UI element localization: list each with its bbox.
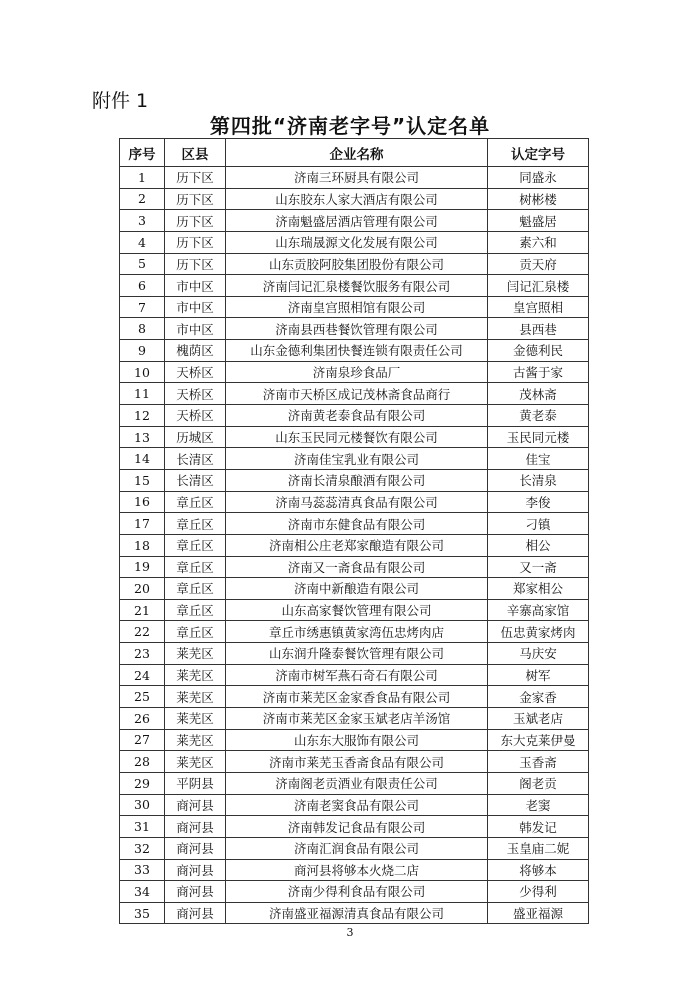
row-brand: 东大克莱伊曼 xyxy=(488,729,589,751)
row-company: 章丘市绣惠镇黄家湾伍忠烤肉店 xyxy=(226,621,488,643)
row-brand: 金德利民 xyxy=(488,340,589,362)
row-index: 31 xyxy=(120,816,165,838)
row-brand: 皇宫照相 xyxy=(488,296,589,318)
row-company: 山东玉民同元楼餐饮有限公司 xyxy=(226,426,488,448)
row-index: 12 xyxy=(120,405,165,427)
row-brand: 玉香斋 xyxy=(488,751,589,773)
table-row xyxy=(120,837,589,859)
row-index: 21 xyxy=(120,599,165,621)
row-brand: 又一斋 xyxy=(488,556,589,578)
table-row xyxy=(120,751,589,773)
row-district: 天桥区 xyxy=(165,405,226,427)
table-row xyxy=(120,621,589,643)
row-brand: 佳宝 xyxy=(488,448,589,470)
row-company: 济南中新酿造有限公司 xyxy=(226,578,488,600)
row-company: 济南相公庄老郑家酿造有限公司 xyxy=(226,534,488,556)
row-district: 长清区 xyxy=(165,469,226,491)
row-index: 5 xyxy=(120,253,165,275)
row-index: 30 xyxy=(120,794,165,816)
row-district: 莱芜区 xyxy=(165,686,226,708)
table-row xyxy=(120,599,589,621)
row-brand: 茂林斋 xyxy=(488,383,589,405)
row-company: 济南泉珍食品厂 xyxy=(226,361,488,383)
row-index: 1 xyxy=(120,167,165,189)
row-company: 济南又一斋食品有限公司 xyxy=(226,556,488,578)
row-index: 13 xyxy=(120,426,165,448)
row-company: 济南佳宝乳业有限公司 xyxy=(226,448,488,470)
table-row xyxy=(120,210,589,232)
table-row xyxy=(120,859,589,881)
table-header-row xyxy=(120,139,589,167)
row-brand: 盛亚福源 xyxy=(488,902,589,924)
row-company: 济南三环厨具有限公司 xyxy=(226,167,488,189)
page-number: 3 xyxy=(346,926,354,939)
row-index: 25 xyxy=(120,686,165,708)
row-company: 商河县将够本火烧二店 xyxy=(226,859,488,881)
row-brand: 树彬楼 xyxy=(488,188,589,210)
row-district: 商河县 xyxy=(165,837,226,859)
row-district: 市中区 xyxy=(165,296,226,318)
table-row xyxy=(120,448,589,470)
row-district: 历下区 xyxy=(165,210,226,232)
header-index: 序号 xyxy=(120,139,165,167)
table-row xyxy=(120,513,589,535)
row-index: 9 xyxy=(120,340,165,362)
table-row xyxy=(120,686,589,708)
row-index: 35 xyxy=(120,902,165,924)
row-company: 济南韩发记食品有限公司 xyxy=(226,816,488,838)
row-district: 莱芜区 xyxy=(165,643,226,665)
table-row xyxy=(120,296,589,318)
row-district: 章丘区 xyxy=(165,534,226,556)
row-district: 平阴县 xyxy=(165,772,226,794)
table-row xyxy=(120,772,589,794)
row-district: 商河县 xyxy=(165,902,226,924)
row-brand: 金家香 xyxy=(488,686,589,708)
row-company: 济南少得利食品有限公司 xyxy=(226,881,488,903)
row-index: 3 xyxy=(120,210,165,232)
row-company: 济南市天桥区成记茂林斋食品商行 xyxy=(226,383,488,405)
table-row xyxy=(120,275,589,297)
row-brand: 素六和 xyxy=(488,231,589,253)
row-company: 山东贡胶阿胶集团股份有限公司 xyxy=(226,253,488,275)
row-index: 10 xyxy=(120,361,165,383)
table-row xyxy=(120,881,589,903)
table-row xyxy=(120,729,589,751)
row-brand: 玉斌老店 xyxy=(488,708,589,730)
attachment-label: 附件 1 xyxy=(92,90,149,112)
row-brand: 阁老贡 xyxy=(488,772,589,794)
row-brand: 贡天府 xyxy=(488,253,589,275)
row-index: 14 xyxy=(120,448,165,470)
row-district: 历下区 xyxy=(165,253,226,275)
row-brand: 老窦 xyxy=(488,794,589,816)
row-district: 莱芜区 xyxy=(165,729,226,751)
row-district: 章丘区 xyxy=(165,621,226,643)
row-company: 济南魁盛居酒店管理有限公司 xyxy=(226,210,488,232)
row-company: 济南县西巷餐饮管理有限公司 xyxy=(226,318,488,340)
row-brand: 郑家相公 xyxy=(488,578,589,600)
row-company: 济南市东健食品有限公司 xyxy=(226,513,488,535)
row-company: 济南盛亚福源清真食品有限公司 xyxy=(226,902,488,924)
row-district: 历下区 xyxy=(165,188,226,210)
row-brand: 树军 xyxy=(488,664,589,686)
row-index: 24 xyxy=(120,664,165,686)
table-row xyxy=(120,318,589,340)
table-row xyxy=(120,816,589,838)
header-company: 企业名称 xyxy=(226,139,488,167)
row-brand: 韩发记 xyxy=(488,816,589,838)
row-index: 27 xyxy=(120,729,165,751)
header-brand: 认定字号 xyxy=(488,139,589,167)
row-district: 历下区 xyxy=(165,167,226,189)
row-district: 历城区 xyxy=(165,426,226,448)
row-brand: 李俊 xyxy=(488,491,589,513)
row-company: 济南老窦食品有限公司 xyxy=(226,794,488,816)
row-company: 济南闫记汇泉楼餐饮服务有限公司 xyxy=(226,275,488,297)
row-index: 8 xyxy=(120,318,165,340)
row-index: 11 xyxy=(120,383,165,405)
row-company: 山东润升隆泰餐饮管理有限公司 xyxy=(226,643,488,665)
row-brand: 玉皇庙二妮 xyxy=(488,837,589,859)
row-brand: 玉民同元楼 xyxy=(488,426,589,448)
row-index: 34 xyxy=(120,881,165,903)
row-brand: 县西巷 xyxy=(488,318,589,340)
table-row xyxy=(120,383,589,405)
row-company: 济南市莱芜区金家香食品有限公司 xyxy=(226,686,488,708)
row-index: 26 xyxy=(120,708,165,730)
row-index: 17 xyxy=(120,513,165,535)
row-company: 山东高家餐饮管理有限公司 xyxy=(226,599,488,621)
table-row xyxy=(120,469,589,491)
table-row xyxy=(120,253,589,275)
table-row xyxy=(120,664,589,686)
row-index: 28 xyxy=(120,751,165,773)
table-row xyxy=(120,902,589,924)
table-row xyxy=(120,578,589,600)
row-index: 29 xyxy=(120,772,165,794)
row-index: 15 xyxy=(120,469,165,491)
row-index: 2 xyxy=(120,188,165,210)
row-company: 济南市树军燕石奇石有限公司 xyxy=(226,664,488,686)
row-brand: 刁镇 xyxy=(488,513,589,535)
table-row xyxy=(120,188,589,210)
row-company: 济南汇润食品有限公司 xyxy=(226,837,488,859)
row-company: 济南马蕊蕊清真食品有限公司 xyxy=(226,491,488,513)
row-company: 济南皇宫照相馆有限公司 xyxy=(226,296,488,318)
row-district: 长清区 xyxy=(165,448,226,470)
row-brand: 闫记汇泉楼 xyxy=(488,275,589,297)
row-index: 20 xyxy=(120,578,165,600)
row-brand: 伍忠黄家烤肉 xyxy=(488,621,589,643)
row-index: 7 xyxy=(120,296,165,318)
row-district: 章丘区 xyxy=(165,556,226,578)
brand-list-table xyxy=(119,138,589,924)
table-row xyxy=(120,426,589,448)
row-district: 槐荫区 xyxy=(165,340,226,362)
table-row xyxy=(120,534,589,556)
row-district: 莱芜区 xyxy=(165,664,226,686)
table-row xyxy=(120,491,589,513)
table-row xyxy=(120,405,589,427)
table-row xyxy=(120,794,589,816)
row-district: 市中区 xyxy=(165,275,226,297)
row-brand: 古酱于家 xyxy=(488,361,589,383)
row-brand: 将够本 xyxy=(488,859,589,881)
row-index: 22 xyxy=(120,621,165,643)
row-brand: 马庆安 xyxy=(488,643,589,665)
row-company: 山东东大服饰有限公司 xyxy=(226,729,488,751)
row-index: 33 xyxy=(120,859,165,881)
header-district: 区县 xyxy=(165,139,226,167)
row-brand: 同盛永 xyxy=(488,167,589,189)
row-company: 山东胶东人家大酒店有限公司 xyxy=(226,188,488,210)
row-index: 19 xyxy=(120,556,165,578)
row-district: 天桥区 xyxy=(165,383,226,405)
row-district: 莱芜区 xyxy=(165,751,226,773)
row-district: 商河县 xyxy=(165,816,226,838)
row-district: 商河县 xyxy=(165,881,226,903)
row-brand: 少得利 xyxy=(488,881,589,903)
row-company: 济南市莱芜区金家玉斌老店羊汤馆 xyxy=(226,708,488,730)
table-row xyxy=(120,340,589,362)
document-title: 第四批“济南老字号”认定名单 xyxy=(209,114,491,138)
row-company: 济南黄老泰食品有限公司 xyxy=(226,405,488,427)
row-company: 山东金德利集团快餐连锁有限责任公司 xyxy=(226,340,488,362)
row-index: 6 xyxy=(120,275,165,297)
row-index: 32 xyxy=(120,837,165,859)
row-brand: 长清泉 xyxy=(488,469,589,491)
table-row xyxy=(120,231,589,253)
row-index: 16 xyxy=(120,491,165,513)
row-district: 章丘区 xyxy=(165,578,226,600)
row-company: 山东瑞晟源文化发展有限公司 xyxy=(226,231,488,253)
table-row xyxy=(120,167,589,189)
row-brand: 辛寨高家馆 xyxy=(488,599,589,621)
row-index: 23 xyxy=(120,643,165,665)
row-brand: 相公 xyxy=(488,534,589,556)
row-district: 市中区 xyxy=(165,318,226,340)
table-row xyxy=(120,556,589,578)
row-district: 历下区 xyxy=(165,231,226,253)
row-company: 济南市莱芜玉香斋食品有限公司 xyxy=(226,751,488,773)
row-company: 济南长清泉酿酒有限公司 xyxy=(226,469,488,491)
row-index: 4 xyxy=(120,231,165,253)
row-district: 章丘区 xyxy=(165,513,226,535)
table-row xyxy=(120,643,589,665)
table-row xyxy=(120,361,589,383)
row-index: 18 xyxy=(120,534,165,556)
row-district: 莱芜区 xyxy=(165,708,226,730)
row-district: 商河县 xyxy=(165,794,226,816)
row-brand: 魁盛居 xyxy=(488,210,589,232)
row-district: 章丘区 xyxy=(165,491,226,513)
row-company: 济南阁老贡酒业有限责任公司 xyxy=(226,772,488,794)
row-district: 章丘区 xyxy=(165,599,226,621)
row-district: 商河县 xyxy=(165,859,226,881)
row-district: 天桥区 xyxy=(165,361,226,383)
row-brand: 黄老泰 xyxy=(488,405,589,427)
table-row xyxy=(120,708,589,730)
